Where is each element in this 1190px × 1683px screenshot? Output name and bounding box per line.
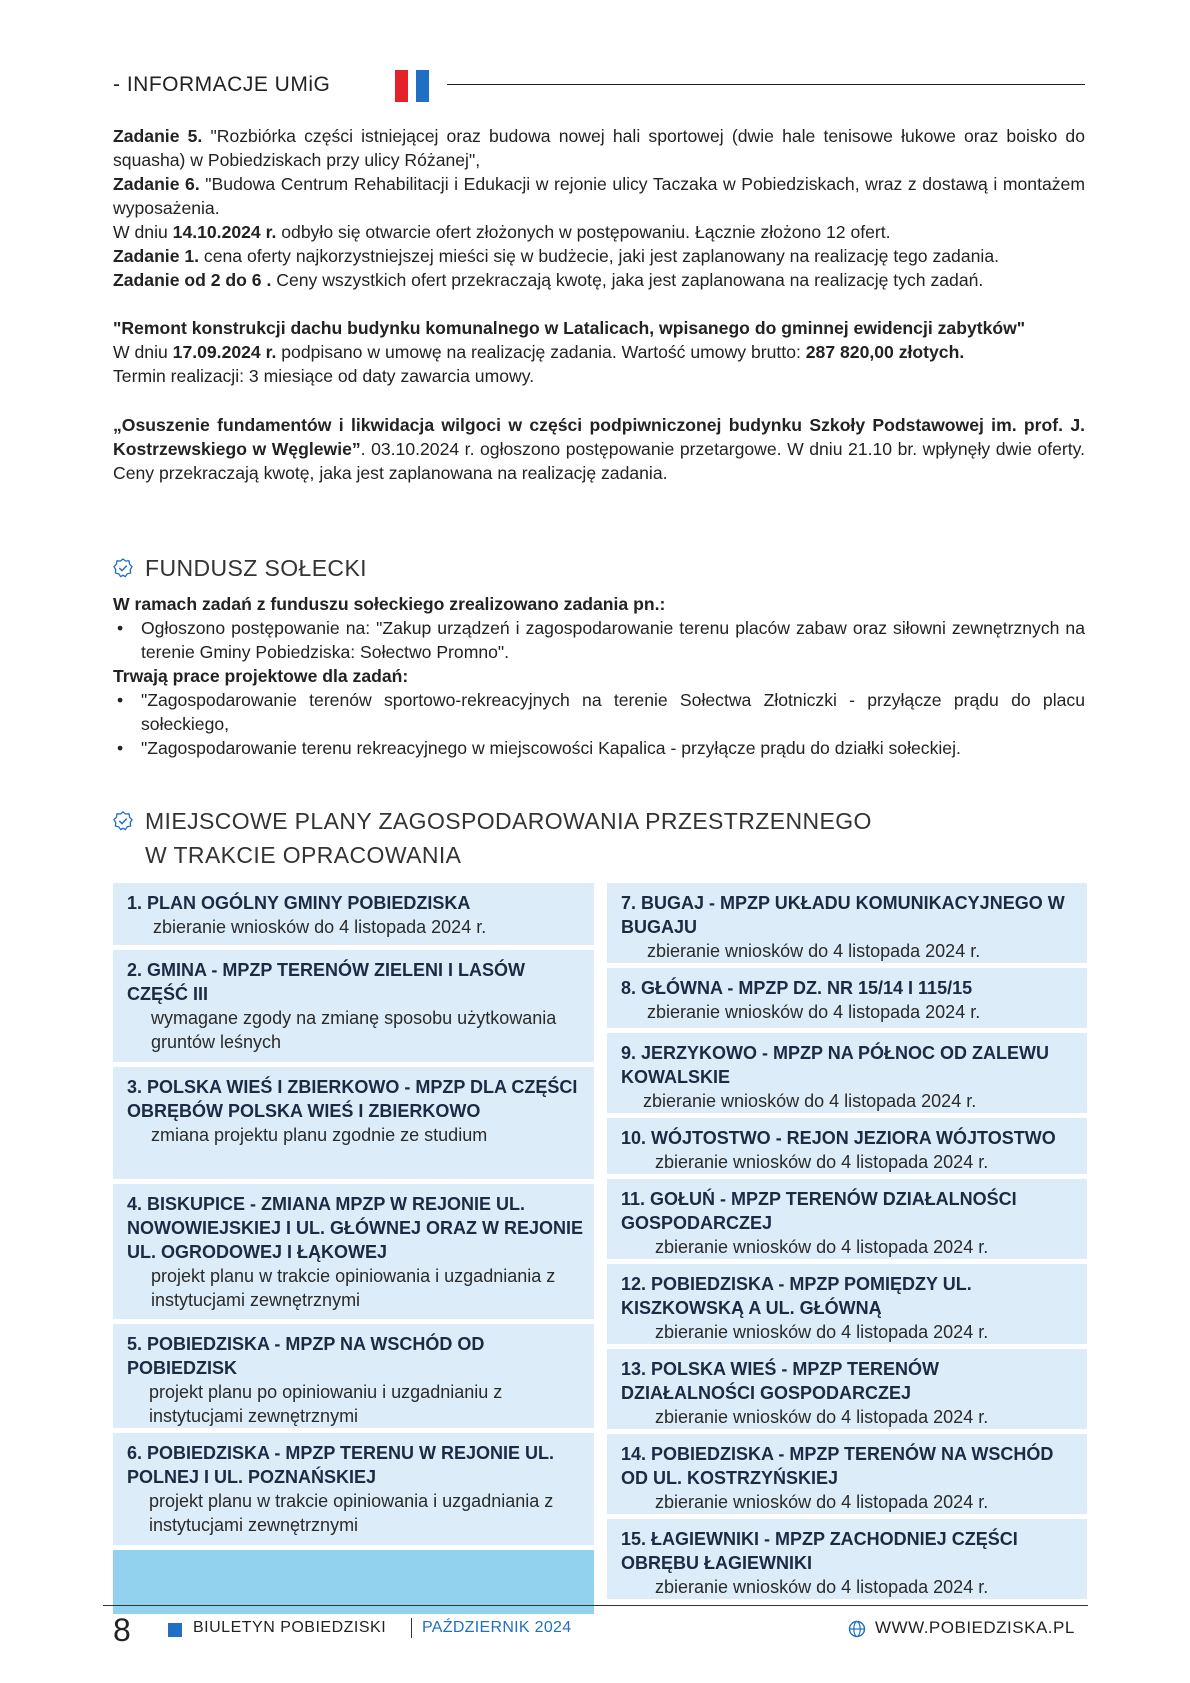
fundusz-content — [113, 592, 1085, 760]
plan-title: 8. GŁÓWNA - MPZP DZ. NR 15/14 I 115/15 — [621, 978, 973, 998]
roof-title — [113, 316, 1085, 340]
roof-date: 17.09.2024 r. — [172, 342, 277, 362]
plan-box — [607, 1264, 1087, 1344]
fundusz-sub — [113, 664, 1085, 688]
fundusz-done-list — [113, 616, 1085, 664]
tender-section — [113, 124, 1085, 292]
plan-status: projekt planu w trakcie opiniowania i uzgadniania z instytucjami zewnętrznymi — [151, 1266, 556, 1310]
plan-box — [607, 968, 1087, 1028]
plan-status: zbieranie wniosków do 4 listopada 2024 r. — [655, 1577, 989, 1597]
list-item: • "Zagospodarowanie terenu rekreacyjnego w miejscowości Kapalica - przyłącze prądu do działki sołeckiej. — [113, 736, 1085, 760]
plan-box — [607, 1434, 1087, 1514]
page-number: 8 — [113, 1612, 131, 1648]
globe-icon — [848, 1620, 866, 1638]
plan-title: 5. POBIEDZISKA - MPZP NA WSCHÓD OD POBIEDZISK — [127, 1334, 485, 1378]
fundusz-heading-text: FUNDUSZ SOŁECKI — [145, 555, 367, 581]
footer-separator — [411, 1618, 412, 1638]
plan-title: 9. JERZYKOWO - MPZP NA PÓŁNOC OD ZALEWU KOWALSKIE — [621, 1043, 1050, 1087]
plan-status: zbieranie wniosków do 4 listopada 2024 r. — [655, 1407, 989, 1427]
plan-title: 14. POBIEDZISKA - MPZP TERENÓW NA WSCHÓD OD UL. KOSTRZYŃSKIEJ — [621, 1444, 1054, 1488]
plan-title: 13. POLSKA WIEŚ - MPZP TERENÓW DZIAŁALNOŚCI GOSPODARCZEJ — [621, 1359, 940, 1403]
fundusz-ongoing-list — [113, 688, 1085, 760]
plan-title: 4. BISKUPICE - ZMIANA MPZP W REJONIE UL. NOWOWIEJSKIEJ I UL. GŁÓWNEJ ORAZ W REJONIE UL. OGRODOWEJ I ŁĄKOWEJ — [127, 1194, 584, 1262]
plan-box — [113, 1184, 594, 1319]
plan-status: zbieranie wniosków do 4 listopada 2024 r. — [647, 1002, 981, 1022]
plan-status: zbieranie wniosków do 4 listopada 2024 r. — [655, 1492, 989, 1512]
opening-text: odbyło się otwarcie ofert złożonych w postępowaniu. Łącznie złożono 12 ofert. — [276, 222, 891, 242]
page-header — [113, 70, 1085, 100]
header-divider — [447, 84, 1085, 85]
section-label: - INFORMACJE UMiG — [113, 73, 331, 96]
plan-box — [607, 1349, 1087, 1429]
task-2-6-paragraph — [113, 268, 1085, 292]
plan-status: zmiana projektu planu zgodnie ze studium — [151, 1125, 488, 1145]
fundusz-intro — [113, 592, 1085, 616]
plan-title: 2. GMINA - MPZP TERENÓW ZIELENI I LASÓW CZĘŚĆ III — [127, 960, 526, 1004]
plan-title: 6. POBIEDZISKA - MPZP TERENU W REJONIE UL. POLNEJ I UL. POZNAŃSKIEJ — [127, 1443, 555, 1487]
plan-box — [113, 950, 594, 1062]
date-prefix: W dniu — [113, 222, 173, 242]
plan-status: zbieranie wniosków do 4 listopada 2024 r. — [655, 1152, 989, 1172]
flag-logo — [395, 70, 437, 102]
plan-status: zbieranie wniosków do 4 listopada 2024 r. — [655, 1322, 989, 1342]
check-badge-icon — [113, 558, 133, 578]
plan-box — [607, 1519, 1087, 1599]
roof-text: podpisano w umowę na realizację zadania. Wartość umowy brutto: — [276, 342, 806, 362]
task-1-label: Zadanie 1. — [113, 246, 200, 266]
plan-box — [607, 883, 1087, 963]
plan-box — [113, 1433, 594, 1545]
task-1-text: cena oferty najkorzystniejszej mieści się w budżecie, jaki jest zaplanowany na realizację tego zadania. — [199, 246, 999, 266]
plans-right-column — [607, 883, 1087, 1604]
opening-date-paragraph — [113, 220, 1085, 244]
task-6-label: Zadanie 6. — [113, 174, 200, 194]
roof-contract-paragraph — [113, 340, 1085, 364]
flag-blue-bar — [416, 70, 429, 102]
plan-title: 1. PLAN OGÓLNY GMINY POBIEDZISKA — [127, 893, 471, 913]
plan-box — [607, 1118, 1087, 1174]
plan-title: 12. POBIEDZISKA - MPZP POMIĘDZY UL. KISZKOWSKĄ A UL. GŁÓWNĄ — [621, 1274, 972, 1318]
plan-status: zbieranie wniosków do 4 listopada 2024 r. — [153, 917, 487, 937]
school-text: . 03.10.2024 r. ogłoszono postępowanie przetargowe. W dniu 21.10 br. wpłynęły dwie oferty. Ceny przekraczają kwotę, jaka jest zaplanowana na realizację zadania. — [113, 439, 1085, 483]
plan-status: projekt planu po opiniowaniu i uzgadnianiu z instytucjami zewnętrznymi — [149, 1382, 503, 1426]
plans-left-column — [113, 883, 594, 1619]
plan-status: zbieranie wniosków do 4 listopada 2024 r. — [655, 1237, 989, 1257]
task-1-paragraph — [113, 244, 1085, 268]
task-5-text: "Rozbiórka części istniejącej oraz budowa nowej hali sportowej (dwie hale tenisowe łukowe oraz boisko do squasha) w Pobiedziskach przy ulicy Różanej", — [113, 126, 1085, 170]
plan-box — [607, 1033, 1087, 1113]
roof-section — [113, 316, 1085, 388]
opening-date: 14.10.2024 r. — [172, 222, 277, 242]
roof-term: Termin realizacji: 3 miesiące od daty zawarcia umowy. — [113, 366, 535, 386]
plan-box — [113, 883, 594, 945]
task-2-6-label: Zadanie od 2 do 6 . — [113, 270, 272, 290]
mpzp-heading-line1: MIEJSCOWE PLANY ZAGOSPODAROWANIA PRZESTRZENNEGO — [145, 808, 872, 834]
website-link[interactable]: WWW.POBIEDZISKA.PL — [875, 1618, 1075, 1637]
plan-status: zbieranie wniosków do 4 listopada 2024 r. — [643, 1091, 977, 1111]
check-badge-icon — [113, 811, 133, 831]
fundusz-heading — [113, 551, 367, 585]
plan-status: zbieranie wniosków do 4 listopada 2024 r. — [647, 941, 981, 961]
roof-date-prefix: W dniu — [113, 342, 173, 362]
task-6-text: "Budowa Centrum Rehabilitacji i Edukacji w rejonie ulicy Taczaka w Pobiedziskach, wraz z dostawą i montażem wyposażenia. — [113, 174, 1085, 218]
task-6-paragraph — [113, 172, 1085, 220]
fundusz-sub-text: Trwają prace projektowe dla zadań: — [113, 666, 409, 686]
plan-box — [113, 1067, 594, 1179]
plan-title: 10. WÓJTOSTWO - REJON JEZIORA WÓJTOSTWO — [621, 1128, 1056, 1148]
task-2-6-text: Ceny wszystkich ofert przekraczają kwotę, jaka jest zaplanowana na realizację tych zadań. — [271, 270, 984, 290]
roof-title-text: "Remont konstrukcji dachu budynku komunalnego w Latalicach, wpisanego do gminnej ewidencji zabytków" — [113, 318, 1026, 338]
school-paragraph — [113, 413, 1085, 485]
plan-box — [113, 1324, 594, 1428]
flag-red-bar — [395, 70, 408, 102]
list-item: • "Zagospodarowanie terenów sportowo-rekreacyjnych na terenie Sołectwa Złotniczki - przyłącze prądu do placu sołeckiego, — [113, 688, 1085, 736]
task-5-label: Zadanie 5. — [113, 126, 203, 146]
plan-title: 15. ŁAGIEWNIKI - MPZP ZACHODNIEJ CZĘŚCI OBRĘBU ŁAGIEWNIKI — [621, 1529, 1018, 1573]
school-section — [113, 413, 1085, 485]
mpzp-heading-line2: W TRAKCIE OPRACOWANIA — [145, 842, 462, 868]
footer-divider — [103, 1605, 1088, 1606]
plan-title: 3. POLSKA WIEŚ I ZBIERKOWO - MPZP DLA CZĘŚCI OBRĘBÓW POLSKA WIEŚ I ZBIERKOWO — [127, 1077, 578, 1121]
fundusz-intro-text: W ramach zadań z funduszu sołeckiego zrealizowano zadania pn.: — [113, 594, 666, 614]
plan-title: 11. GOŁUŃ - MPZP TERENÓW DZIAŁALNOŚCI GOSPODARCZEJ — [621, 1189, 1017, 1233]
publication-name: BIULETYN POBIEDZISKI — [193, 1619, 387, 1636]
plan-box — [607, 1179, 1087, 1259]
list-item: • Ogłoszono postępowanie na: "Zakup urządzeń i zagospodarowanie terenu placów zabaw oraz siłowni zewnętrznych na terenie Gminy Pobiedziska: Sołectwo Promno". — [113, 616, 1085, 664]
school-title: „Osuszenie fundamentów i likwidacja wilgoci w części podpiwniczonej budynku Szkoły Podstawowej im. prof. J. Kostrzewskiego w Węglewie” — [113, 415, 1085, 459]
plan-title: 7. BUGAJ - MPZP UKŁADU KOMUNIKACYJNEGO W BUGAJU — [621, 893, 1065, 937]
publication-month: PAŹDZIERNIK 2024 — [422, 1619, 572, 1636]
mpzp-heading — [113, 804, 872, 872]
roof-value: 287 820,00 złotych. — [805, 342, 965, 362]
plan-status: projekt planu w trakcie opiniowania i uzgadniania z instytucjami zewnętrznymi — [149, 1491, 554, 1535]
page-footer — [113, 1612, 1085, 1648]
footer-square-icon — [168, 1623, 182, 1637]
task-5-paragraph — [113, 124, 1085, 172]
plan-status: wymagane zgody na zmianę sposobu użytkowania gruntów leśnych — [151, 1008, 557, 1052]
